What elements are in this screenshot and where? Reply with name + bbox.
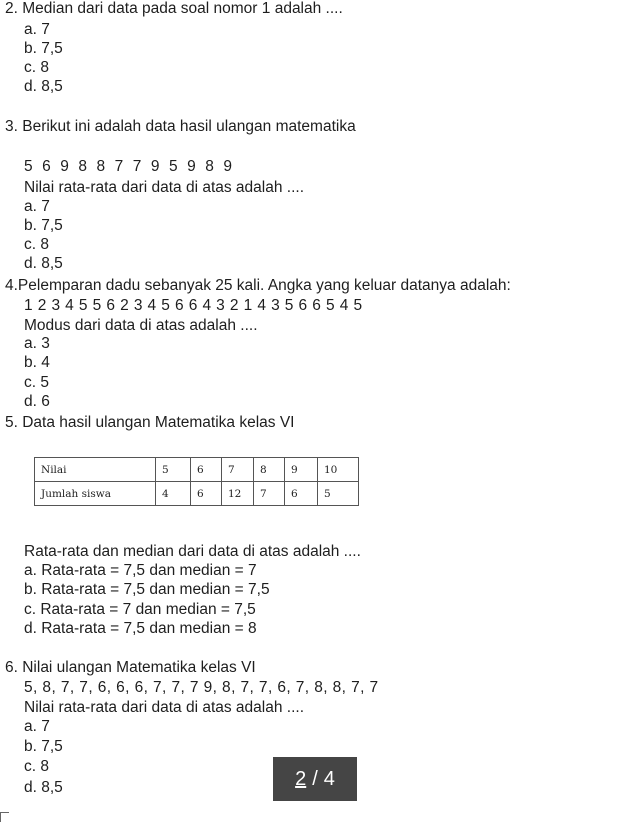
q4-prompt: Modus dari data di atas adalah ....	[24, 317, 258, 334]
q2-option-a: a. 7	[24, 21, 50, 38]
table-header-nilai: Nilai	[35, 458, 156, 482]
table-cell: 10	[318, 458, 359, 482]
table-cell: 6	[191, 458, 222, 482]
q4-option-d: d. 6	[24, 393, 50, 410]
q2-option-b: b. 7,5	[24, 40, 63, 57]
table-cell: 9	[285, 458, 318, 482]
q4-question: 4.Pelemparan dadu sebanyak 25 kali. Angka yang keluar datanya adalah:	[5, 277, 511, 294]
page-indicator	[273, 757, 357, 801]
q6-question: 6. Nilai ulangan Matematika kelas VI	[5, 659, 256, 676]
q5-data-table	[34, 457, 359, 506]
q3-prompt: Nilai rata-rata dari data di atas adalah ....	[24, 179, 305, 196]
q2-option-c: c. 8	[24, 59, 49, 76]
q6-option-a: a. 7	[24, 718, 50, 735]
q5-option-a: a. Rata-rata = 7,5 dan median = 7	[24, 562, 257, 579]
q4-option-b: b. 4	[24, 354, 50, 371]
q5-prompt: Rata-rata dan median dari data di atas adalah ....	[24, 543, 361, 560]
q3-data: 5 6 9 8 8 7 7 9 5 9 8 9	[24, 158, 235, 175]
page-current: 2	[295, 767, 307, 790]
q5-question: 5. Data hasil ulangan Matematika kelas VI	[5, 414, 295, 431]
table-cell: 7	[254, 482, 285, 506]
q5-option-c: c. Rata-rata = 7 dan median = 7,5	[24, 601, 256, 618]
table-cell: 6	[191, 482, 222, 506]
q6-option-d: d. 8,5	[24, 779, 63, 796]
q6-data: 5, 8, 7, 7, 6, 6, 6, 7, 7, 7 9, 8, 7, 7, 6, 7, 8, 8, 7, 7	[24, 679, 379, 696]
page-total: 4	[323, 767, 335, 790]
table-header-jumlah-siswa: Jumlah siswa	[35, 482, 156, 506]
q4-data: 1 2 3 4 5 5 6 2 3 4 5 6 6 4 3 2 1 4 3 5 6 6 5 4 5	[24, 297, 363, 314]
table-cell: 8	[254, 458, 285, 482]
q3-option-b: b. 7,5	[24, 217, 63, 234]
table-cell: 6	[285, 482, 318, 506]
q6-option-b: b. 7,5	[24, 738, 63, 755]
q2-question: 2. Median dari data pada soal nomor 1 adalah ....	[5, 0, 343, 17]
table-cell: 5	[318, 482, 359, 506]
q3-option-a: a. 7	[24, 198, 50, 215]
page-separator: /	[312, 767, 318, 790]
q3-option-d: d. 8,5	[24, 255, 63, 272]
table-cell: 12	[222, 482, 254, 506]
table-cell: 4	[156, 482, 191, 506]
q4-option-a: a. 3	[24, 335, 50, 352]
q4-option-c: c. 5	[24, 374, 49, 391]
q3-question: 3. Berikut ini adalah data hasil ulangan matematika	[5, 118, 356, 135]
table-cell: 5	[156, 458, 191, 482]
q5-option-d: d. Rata-rata = 7,5 dan median = 8	[24, 620, 257, 637]
table-row-jumlah	[35, 482, 359, 506]
q3-option-c: c. 8	[24, 236, 49, 253]
table-cell: 7	[222, 458, 254, 482]
table-row-nilai	[35, 458, 359, 482]
q6-prompt: Nilai rata-rata dari data di atas adalah ....	[24, 699, 305, 716]
q2-option-d: d. 8,5	[24, 78, 63, 95]
q6-option-c: c. 8	[24, 758, 49, 775]
q5-option-b: b. Rata-rata = 7,5 dan median = 7,5	[24, 581, 270, 598]
